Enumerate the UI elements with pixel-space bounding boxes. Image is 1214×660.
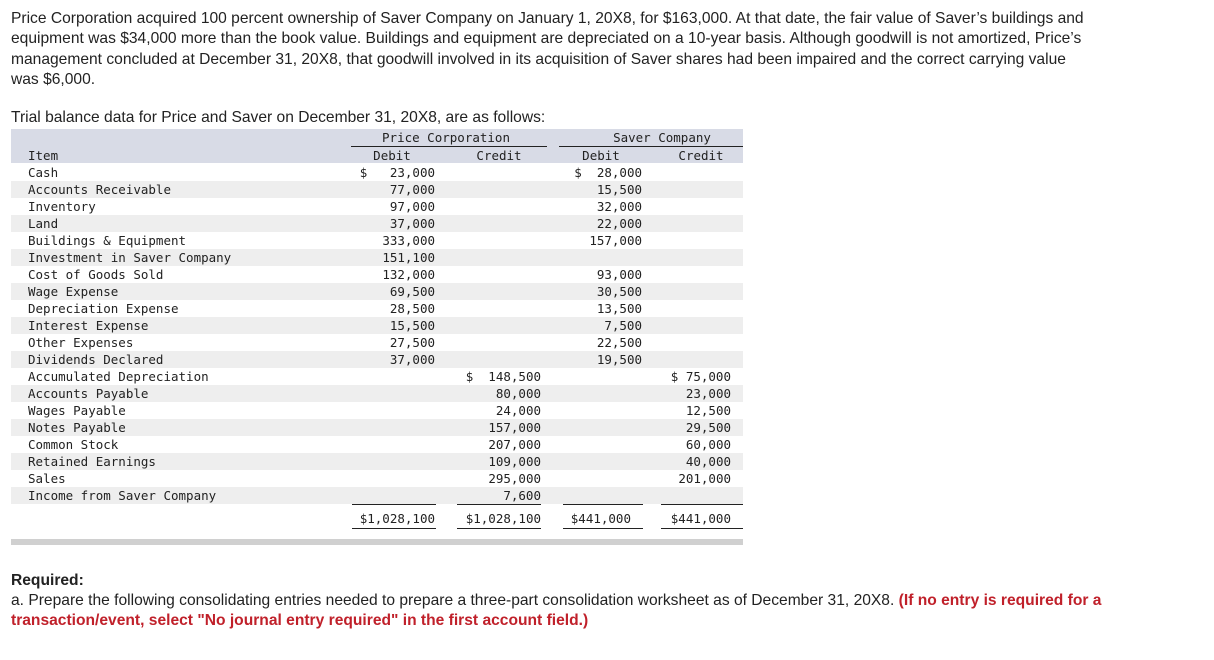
cell-item: Income from Saver Company: [28, 488, 217, 503]
saver-debit-double-rule: [563, 528, 643, 529]
cell-saver-debit: $ 28,000: [574, 165, 642, 180]
saver-credit-double-rule: [661, 528, 743, 529]
cell-item: Inventory: [28, 199, 96, 214]
cell-item: Accumulated Depreciation: [28, 369, 209, 384]
cell-saver-credit: $ 75,000: [670, 369, 731, 384]
cell-price-debit: $ 23,000: [359, 165, 435, 180]
cell-saver-credit: 23,000: [685, 386, 731, 401]
total-saver-debit: $441,000: [570, 511, 631, 526]
cell-item: Dividends Declared: [28, 352, 164, 367]
trial-balance-table: [11, 129, 743, 545]
cell-price-debit: 27,500: [389, 335, 435, 350]
cell-item: Cash: [28, 165, 59, 180]
cell-price-debit: 151,100: [382, 250, 435, 265]
cell-saver-debit: 7,500: [604, 318, 642, 333]
total-price-credit: $1,028,100: [465, 511, 541, 526]
cell-price-credit: 24,000: [495, 403, 541, 418]
total-price-debit: $1,028,100: [359, 511, 435, 526]
cell-saver-debit: 157,000: [589, 233, 642, 248]
price-debit-double-rule: [352, 528, 436, 529]
cell-saver-debit: 32,000: [596, 199, 642, 214]
cell-price-credit: 109,000: [488, 454, 541, 469]
cell-price-credit: $ 148,500: [465, 369, 541, 384]
cell-saver-debit: 13,500: [596, 301, 642, 316]
cell-price-credit: 7,600: [503, 488, 541, 503]
cell-saver-credit: 29,500: [685, 420, 731, 435]
cell-item: Interest Expense: [28, 318, 149, 333]
cell-price-debit: 69,500: [389, 284, 435, 299]
cell-saver-credit: 201,000: [678, 471, 731, 486]
cell-price-credit: 80,000: [495, 386, 541, 401]
group-header-price: Price Corporation: [382, 130, 510, 145]
cell-saver-debit: 93,000: [596, 267, 642, 282]
cell-saver-debit: 15,500: [596, 182, 642, 197]
cell-item: Buildings & Equipment: [28, 233, 187, 248]
required-text: a. Prepare the following consolidating entries needed to prepare a three-part consolidation worksheet as of December 31, 20X8.: [11, 592, 895, 609]
cell-price-debit: 97,000: [389, 199, 435, 214]
cell-item: Accounts Payable: [28, 386, 149, 401]
cell-item: Land: [28, 216, 59, 231]
cell-saver-credit: 12,500: [685, 403, 731, 418]
cell-item: Accounts Receivable: [28, 182, 171, 197]
cell-saver-credit: 60,000: [685, 437, 731, 452]
cell-price-debit: 37,000: [389, 352, 435, 367]
required-instruction: [11, 591, 1131, 631]
cell-saver-debit: 19,500: [596, 352, 642, 367]
problem-intro: Price Corporation acquired 100 percent ownership of Saver Company on January 1, 20X8, for $163,000. At that date, the fair value of Saver’s buildings and equipment was $34,000 more than the book value. Buildings and equipment are depreciated on a 10-year basis. Although goodwill is not amortized, Price’s management concluded at December 31, 20X8, that goodwill involved in its acquisition of Saver shares had been impaired and the correct carrying value was $6,000.: [11, 10, 1084, 88]
cell-price-credit: 295,000: [488, 471, 541, 486]
cell-item: Investment in Saver Company: [28, 250, 232, 265]
cell-item: Wages Payable: [28, 403, 126, 418]
price-credit-double-rule: [457, 528, 541, 529]
cell-price-debit: 15,500: [389, 318, 435, 333]
cell-saver-debit: 22,000: [596, 216, 642, 231]
total-saver-credit: $441,000: [670, 511, 731, 526]
cell-price-debit: 132,000: [382, 267, 435, 282]
cell-item: Cost of Goods Sold: [28, 267, 164, 282]
required-note: (If no entry is required for a transaction/event, select "No journal entry required" in the first account field.): [11, 592, 1102, 629]
cell-item: Depreciation Expense: [28, 301, 179, 316]
cell-price-credit: 207,000: [488, 437, 541, 452]
price-credit-total-rule: [457, 504, 541, 505]
group-header-saver: Saver Company: [613, 130, 711, 145]
cell-price-credit: 157,000: [488, 420, 541, 435]
cell-price-debit: 37,000: [389, 216, 435, 231]
cell-price-debit: 28,500: [389, 301, 435, 316]
cell-price-debit: 77,000: [389, 182, 435, 197]
cell-price-debit: 333,000: [382, 233, 435, 248]
required-section: [11, 571, 1131, 631]
cell-item: Other Expenses: [28, 335, 134, 350]
cell-item: Sales: [28, 471, 66, 486]
cell-item: Common Stock: [28, 437, 119, 452]
cell-saver-debit: 22,500: [596, 335, 642, 350]
saver-debit-total-rule: [563, 504, 643, 505]
cell-item: Retained Earnings: [28, 454, 156, 469]
col-header-price-debit: Debit: [373, 148, 411, 163]
trial-balance-lead: Trial balance data for Price and Saver on December 31, 20X8, are as follows:: [11, 109, 546, 126]
col-header-item: Item: [28, 148, 59, 163]
cell-item: Notes Payable: [28, 420, 126, 435]
price-debit-total-rule: [352, 504, 436, 505]
cell-item: Wage Expense: [28, 284, 119, 299]
required-heading: Required:: [11, 572, 84, 589]
col-header-saver-credit: Credit: [678, 148, 724, 163]
cell-saver-credit: 40,000: [685, 454, 731, 469]
table-bottom-bar: [11, 539, 743, 545]
col-header-price-credit: Credit: [476, 148, 522, 163]
col-header-saver-debit: Debit: [582, 148, 620, 163]
saver-credit-total-rule: [661, 504, 743, 505]
cell-saver-debit: 30,500: [596, 284, 642, 299]
